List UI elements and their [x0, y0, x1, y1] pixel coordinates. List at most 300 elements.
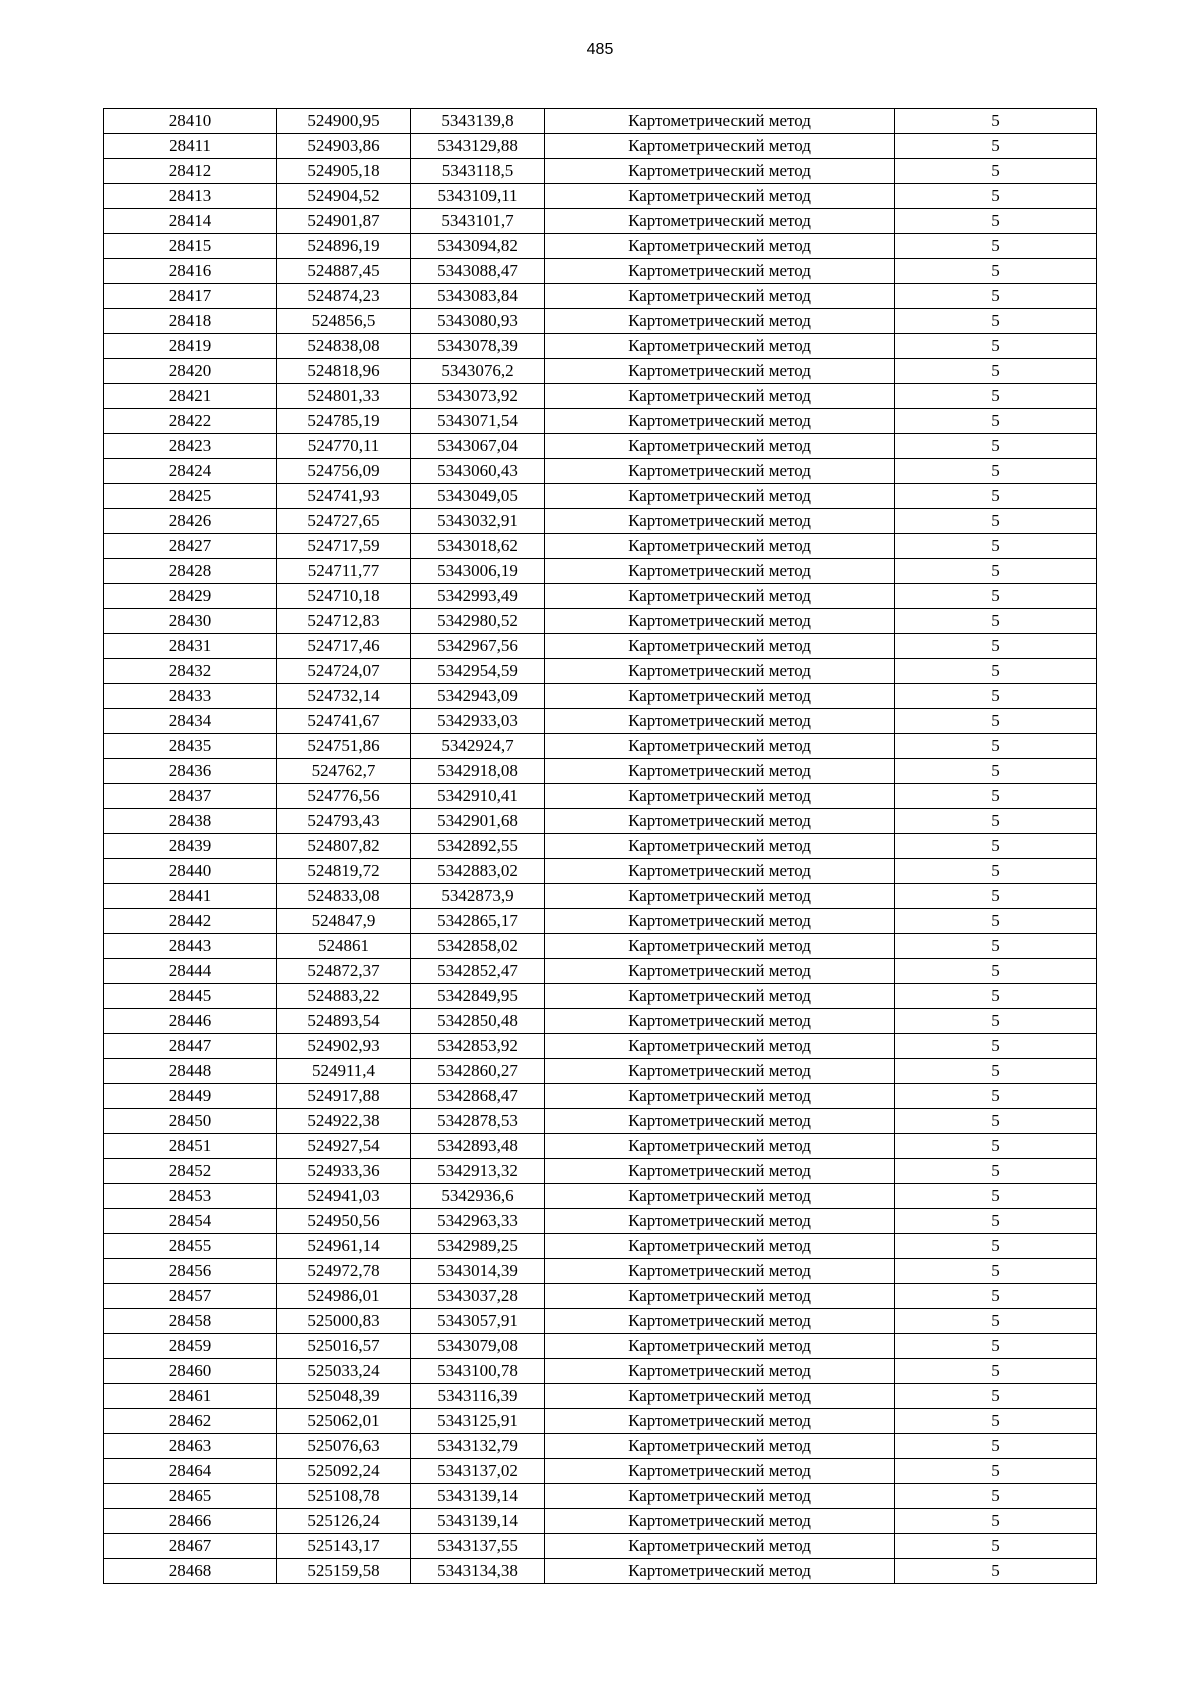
- method-cell: Картометрический метод: [545, 109, 895, 134]
- x-coordinate-cell: 524770,11: [277, 434, 411, 459]
- x-coordinate-cell: 524917,88: [277, 1084, 411, 1109]
- method-cell: Картометрический метод: [545, 259, 895, 284]
- y-coordinate-cell: 5343134,38: [411, 1559, 545, 1584]
- point-number-cell: 28457: [104, 1284, 277, 1309]
- table-row: [104, 359, 1097, 384]
- table-row: [104, 1559, 1097, 1584]
- accuracy-cell: 5: [895, 384, 1097, 409]
- x-coordinate-cell: 525000,83: [277, 1309, 411, 1334]
- y-coordinate-cell: 5343018,62: [411, 534, 545, 559]
- x-coordinate-cell: 524727,65: [277, 509, 411, 534]
- accuracy-cell: 5: [895, 659, 1097, 684]
- method-cell: Картометрический метод: [545, 1109, 895, 1134]
- point-number-cell: 28444: [104, 959, 277, 984]
- point-number-cell: 28432: [104, 659, 277, 684]
- x-coordinate-cell: 524902,93: [277, 1034, 411, 1059]
- point-number-cell: 28439: [104, 834, 277, 859]
- x-coordinate-cell: 524874,23: [277, 284, 411, 309]
- accuracy-cell: 5: [895, 809, 1097, 834]
- table-row: [104, 634, 1097, 659]
- x-coordinate-cell: 524933,36: [277, 1159, 411, 1184]
- accuracy-cell: 5: [895, 1309, 1097, 1334]
- accuracy-cell: 5: [895, 834, 1097, 859]
- method-cell: Картометрический метод: [545, 1459, 895, 1484]
- method-cell: Картометрический метод: [545, 1534, 895, 1559]
- method-cell: Картометрический метод: [545, 1059, 895, 1084]
- y-coordinate-cell: 5343060,43: [411, 459, 545, 484]
- x-coordinate-cell: 525092,24: [277, 1459, 411, 1484]
- point-number-cell: 28466: [104, 1509, 277, 1534]
- y-coordinate-cell: 5342933,03: [411, 709, 545, 734]
- point-number-cell: 28443: [104, 934, 277, 959]
- y-coordinate-cell: 5342883,02: [411, 859, 545, 884]
- point-number-cell: 28414: [104, 209, 277, 234]
- point-number-cell: 28442: [104, 909, 277, 934]
- y-coordinate-cell: 5342913,32: [411, 1159, 545, 1184]
- method-cell: Картометрический метод: [545, 1359, 895, 1384]
- accuracy-cell: 5: [895, 534, 1097, 559]
- table-row: [104, 884, 1097, 909]
- point-number-cell: 28448: [104, 1059, 277, 1084]
- accuracy-cell: 5: [895, 884, 1097, 909]
- accuracy-cell: 5: [895, 1084, 1097, 1109]
- y-coordinate-cell: 5342849,95: [411, 984, 545, 1009]
- table-row: [104, 1009, 1097, 1034]
- accuracy-cell: 5: [895, 484, 1097, 509]
- method-cell: Картометрический метод: [545, 1334, 895, 1359]
- x-coordinate-cell: 525143,17: [277, 1534, 411, 1559]
- method-cell: Картометрический метод: [545, 334, 895, 359]
- y-coordinate-cell: 5343118,5: [411, 159, 545, 184]
- accuracy-cell: 5: [895, 959, 1097, 984]
- table-row: [104, 534, 1097, 559]
- accuracy-cell: 5: [895, 234, 1097, 259]
- y-coordinate-cell: 5343078,39: [411, 334, 545, 359]
- accuracy-cell: 5: [895, 434, 1097, 459]
- point-number-cell: 28464: [104, 1459, 277, 1484]
- method-cell: Картометрический метод: [545, 509, 895, 534]
- y-coordinate-cell: 5342868,47: [411, 1084, 545, 1109]
- point-number-cell: 28422: [104, 409, 277, 434]
- table-row: [104, 1109, 1097, 1134]
- method-cell: Картометрический метод: [545, 234, 895, 259]
- table-row: [104, 234, 1097, 259]
- accuracy-cell: 5: [895, 1259, 1097, 1284]
- table-row: [104, 384, 1097, 409]
- x-coordinate-cell: 524905,18: [277, 159, 411, 184]
- x-coordinate-cell: 525062,01: [277, 1409, 411, 1434]
- x-coordinate-cell: 524856,5: [277, 309, 411, 334]
- x-coordinate-cell: 525126,24: [277, 1509, 411, 1534]
- accuracy-cell: 5: [895, 109, 1097, 134]
- point-number-cell: 28415: [104, 234, 277, 259]
- point-number-cell: 28450: [104, 1109, 277, 1134]
- y-coordinate-cell: 5343088,47: [411, 259, 545, 284]
- method-cell: Картометрический метод: [545, 559, 895, 584]
- method-cell: Картометрический метод: [545, 609, 895, 634]
- y-coordinate-cell: 5343139,8: [411, 109, 545, 134]
- point-number-cell: 28458: [104, 1309, 277, 1334]
- method-cell: Картометрический метод: [545, 484, 895, 509]
- accuracy-cell: 5: [895, 984, 1097, 1009]
- accuracy-cell: 5: [895, 1384, 1097, 1409]
- accuracy-cell: 5: [895, 1159, 1097, 1184]
- point-number-cell: 28449: [104, 1084, 277, 1109]
- table-row: [104, 1159, 1097, 1184]
- table-row: [104, 859, 1097, 884]
- accuracy-cell: 5: [895, 334, 1097, 359]
- y-coordinate-cell: 5342858,02: [411, 934, 545, 959]
- x-coordinate-cell: 524801,33: [277, 384, 411, 409]
- y-coordinate-cell: 5343032,91: [411, 509, 545, 534]
- y-coordinate-cell: 5342924,7: [411, 734, 545, 759]
- accuracy-cell: 5: [895, 1059, 1097, 1084]
- table-row: [104, 959, 1097, 984]
- x-coordinate-cell: 524793,43: [277, 809, 411, 834]
- method-cell: Картометрический метод: [545, 1309, 895, 1334]
- method-cell: Картометрический метод: [545, 659, 895, 684]
- method-cell: Картометрический метод: [545, 834, 895, 859]
- method-cell: Картометрический метод: [545, 184, 895, 209]
- table-row: [104, 334, 1097, 359]
- point-number-cell: 28424: [104, 459, 277, 484]
- method-cell: Картометрический метод: [545, 909, 895, 934]
- table-row: [104, 1234, 1097, 1259]
- y-coordinate-cell: 5342873,9: [411, 884, 545, 909]
- point-number-cell: 28447: [104, 1034, 277, 1059]
- table-row: [104, 1134, 1097, 1159]
- x-coordinate-cell: 524941,03: [277, 1184, 411, 1209]
- table-row: [104, 1184, 1097, 1209]
- accuracy-cell: 5: [895, 709, 1097, 734]
- point-number-cell: 28428: [104, 559, 277, 584]
- table-row: [104, 584, 1097, 609]
- table-row: [104, 1359, 1097, 1384]
- accuracy-cell: 5: [895, 1009, 1097, 1034]
- accuracy-cell: 5: [895, 734, 1097, 759]
- y-coordinate-cell: 5342918,08: [411, 759, 545, 784]
- table-row: [104, 284, 1097, 309]
- y-coordinate-cell: 5342852,47: [411, 959, 545, 984]
- method-cell: Картометрический метод: [545, 784, 895, 809]
- table-row: [104, 509, 1097, 534]
- method-cell: Картометрический метод: [545, 1284, 895, 1309]
- x-coordinate-cell: 525033,24: [277, 1359, 411, 1384]
- method-cell: Картометрический метод: [545, 384, 895, 409]
- x-coordinate-cell: 524861: [277, 934, 411, 959]
- x-coordinate-cell: 524717,59: [277, 534, 411, 559]
- x-coordinate-cell: 524872,37: [277, 959, 411, 984]
- method-cell: Картометрический метод: [545, 809, 895, 834]
- table-row: [104, 484, 1097, 509]
- method-cell: Картометрический метод: [545, 859, 895, 884]
- method-cell: Картометрический метод: [545, 634, 895, 659]
- method-cell: Картометрический метод: [545, 534, 895, 559]
- table-row: [104, 459, 1097, 484]
- table-row: [104, 759, 1097, 784]
- accuracy-cell: 5: [895, 859, 1097, 884]
- method-cell: Картометрический метод: [545, 584, 895, 609]
- x-coordinate-cell: 524717,46: [277, 634, 411, 659]
- point-number-cell: 28419: [104, 334, 277, 359]
- table-row: [104, 1284, 1097, 1309]
- method-cell: Картометрический метод: [545, 1034, 895, 1059]
- x-coordinate-cell: 524741,93: [277, 484, 411, 509]
- accuracy-cell: 5: [895, 309, 1097, 334]
- x-coordinate-cell: 524904,52: [277, 184, 411, 209]
- accuracy-cell: 5: [895, 1509, 1097, 1534]
- accuracy-cell: 5: [895, 1334, 1097, 1359]
- x-coordinate-cell: 524896,19: [277, 234, 411, 259]
- table-row: [104, 609, 1097, 634]
- table-row: [104, 1384, 1097, 1409]
- point-number-cell: 28455: [104, 1234, 277, 1259]
- method-cell: Картометрический метод: [545, 734, 895, 759]
- y-coordinate-cell: 5343137,55: [411, 1534, 545, 1559]
- method-cell: Картометрический метод: [545, 1409, 895, 1434]
- accuracy-cell: 5: [895, 1559, 1097, 1584]
- coordinates-table: [103, 108, 1097, 1584]
- x-coordinate-cell: 525108,78: [277, 1484, 411, 1509]
- y-coordinate-cell: 5343079,08: [411, 1334, 545, 1359]
- x-coordinate-cell: 524986,01: [277, 1284, 411, 1309]
- point-number-cell: 28437: [104, 784, 277, 809]
- method-cell: Картометрический метод: [545, 934, 895, 959]
- table-row: [104, 1309, 1097, 1334]
- y-coordinate-cell: 5343116,39: [411, 1384, 545, 1409]
- table-row: [104, 259, 1097, 284]
- method-cell: Картометрический метод: [545, 359, 895, 384]
- point-number-cell: 28451: [104, 1134, 277, 1159]
- table-row: [104, 1434, 1097, 1459]
- y-coordinate-cell: 5343083,84: [411, 284, 545, 309]
- point-number-cell: 28416: [104, 259, 277, 284]
- table-row: [104, 809, 1097, 834]
- table-row: [104, 984, 1097, 1009]
- accuracy-cell: 5: [895, 634, 1097, 659]
- accuracy-cell: 5: [895, 1434, 1097, 1459]
- coordinates-table-body: [104, 109, 1097, 1584]
- table-row: [104, 684, 1097, 709]
- x-coordinate-cell: 524741,67: [277, 709, 411, 734]
- accuracy-cell: 5: [895, 1534, 1097, 1559]
- y-coordinate-cell: 5342860,27: [411, 1059, 545, 1084]
- x-coordinate-cell: 524883,22: [277, 984, 411, 1009]
- point-number-cell: 28421: [104, 384, 277, 409]
- point-number-cell: 28410: [104, 109, 277, 134]
- method-cell: Картометрический метод: [545, 1259, 895, 1284]
- point-number-cell: 28431: [104, 634, 277, 659]
- method-cell: Картометрический метод: [545, 1159, 895, 1184]
- method-cell: Картометрический метод: [545, 1084, 895, 1109]
- accuracy-cell: 5: [895, 359, 1097, 384]
- accuracy-cell: 5: [895, 159, 1097, 184]
- accuracy-cell: 5: [895, 1359, 1097, 1384]
- accuracy-cell: 5: [895, 1409, 1097, 1434]
- point-number-cell: 28426: [104, 509, 277, 534]
- y-coordinate-cell: 5343014,39: [411, 1259, 545, 1284]
- accuracy-cell: 5: [895, 134, 1097, 159]
- point-number-cell: 28454: [104, 1209, 277, 1234]
- point-number-cell: 28452: [104, 1159, 277, 1184]
- method-cell: Картометрический метод: [545, 1234, 895, 1259]
- y-coordinate-cell: 5342910,41: [411, 784, 545, 809]
- table-row: [104, 1034, 1097, 1059]
- y-coordinate-cell: 5342853,92: [411, 1034, 545, 1059]
- y-coordinate-cell: 5343094,82: [411, 234, 545, 259]
- accuracy-cell: 5: [895, 684, 1097, 709]
- x-coordinate-cell: 524838,08: [277, 334, 411, 359]
- x-coordinate-cell: 524724,07: [277, 659, 411, 684]
- accuracy-cell: 5: [895, 509, 1097, 534]
- table-row: [104, 309, 1097, 334]
- method-cell: Картометрический метод: [545, 159, 895, 184]
- accuracy-cell: 5: [895, 284, 1097, 309]
- point-number-cell: 28429: [104, 584, 277, 609]
- method-cell: Картометрический метод: [545, 984, 895, 1009]
- accuracy-cell: 5: [895, 784, 1097, 809]
- y-coordinate-cell: 5343049,05: [411, 484, 545, 509]
- x-coordinate-cell: 524901,87: [277, 209, 411, 234]
- method-cell: Картометрический метод: [545, 709, 895, 734]
- point-number-cell: 28423: [104, 434, 277, 459]
- table-row: [104, 1084, 1097, 1109]
- x-coordinate-cell: 524847,9: [277, 909, 411, 934]
- y-coordinate-cell: 5342901,68: [411, 809, 545, 834]
- method-cell: Картометрический метод: [545, 684, 895, 709]
- table-row: [104, 184, 1097, 209]
- x-coordinate-cell: 524911,4: [277, 1059, 411, 1084]
- accuracy-cell: 5: [895, 1459, 1097, 1484]
- accuracy-cell: 5: [895, 1209, 1097, 1234]
- accuracy-cell: 5: [895, 759, 1097, 784]
- accuracy-cell: 5: [895, 1184, 1097, 1209]
- point-number-cell: 28412: [104, 159, 277, 184]
- y-coordinate-cell: 5342989,25: [411, 1234, 545, 1259]
- y-coordinate-cell: 5342980,52: [411, 609, 545, 634]
- y-coordinate-cell: 5342943,09: [411, 684, 545, 709]
- accuracy-cell: 5: [895, 184, 1097, 209]
- y-coordinate-cell: 5342993,49: [411, 584, 545, 609]
- point-number-cell: 28425: [104, 484, 277, 509]
- method-cell: Картометрический метод: [545, 1009, 895, 1034]
- method-cell: Картометрический метод: [545, 1509, 895, 1534]
- accuracy-cell: 5: [895, 934, 1097, 959]
- table-row: [104, 1334, 1097, 1359]
- point-number-cell: 28427: [104, 534, 277, 559]
- accuracy-cell: 5: [895, 1284, 1097, 1309]
- x-coordinate-cell: 524712,83: [277, 609, 411, 634]
- method-cell: Картометрический метод: [545, 409, 895, 434]
- x-coordinate-cell: 524961,14: [277, 1234, 411, 1259]
- method-cell: Картометрический метод: [545, 1484, 895, 1509]
- table-row: [104, 1059, 1097, 1084]
- point-number-cell: 28435: [104, 734, 277, 759]
- x-coordinate-cell: 524833,08: [277, 884, 411, 909]
- y-coordinate-cell: 5343006,19: [411, 559, 545, 584]
- table-row: [104, 209, 1097, 234]
- point-number-cell: 28438: [104, 809, 277, 834]
- point-number-cell: 28417: [104, 284, 277, 309]
- y-coordinate-cell: 5343100,78: [411, 1359, 545, 1384]
- y-coordinate-cell: 5343101,7: [411, 209, 545, 234]
- point-number-cell: 28420: [104, 359, 277, 384]
- point-number-cell: 28430: [104, 609, 277, 634]
- point-number-cell: 28418: [104, 309, 277, 334]
- accuracy-cell: 5: [895, 909, 1097, 934]
- point-number-cell: 28463: [104, 1434, 277, 1459]
- x-coordinate-cell: 524903,86: [277, 134, 411, 159]
- method-cell: Картометрический метод: [545, 209, 895, 234]
- y-coordinate-cell: 5343132,79: [411, 1434, 545, 1459]
- method-cell: Картометрический метод: [545, 134, 895, 159]
- accuracy-cell: 5: [895, 209, 1097, 234]
- y-coordinate-cell: 5342865,17: [411, 909, 545, 934]
- y-coordinate-cell: 5343139,14: [411, 1509, 545, 1534]
- y-coordinate-cell: 5342963,33: [411, 1209, 545, 1234]
- x-coordinate-cell: 524762,7: [277, 759, 411, 784]
- method-cell: Картометрический метод: [545, 459, 895, 484]
- table-row: [104, 1209, 1097, 1234]
- x-coordinate-cell: 524972,78: [277, 1259, 411, 1284]
- x-coordinate-cell: 525016,57: [277, 1334, 411, 1359]
- x-coordinate-cell: 524893,54: [277, 1009, 411, 1034]
- y-coordinate-cell: 5343037,28: [411, 1284, 545, 1309]
- x-coordinate-cell: 524710,18: [277, 584, 411, 609]
- method-cell: Картометрический метод: [545, 284, 895, 309]
- table-row: [104, 1459, 1097, 1484]
- accuracy-cell: 5: [895, 584, 1097, 609]
- y-coordinate-cell: 5342936,6: [411, 1184, 545, 1209]
- y-coordinate-cell: 5343057,91: [411, 1309, 545, 1334]
- x-coordinate-cell: 524922,38: [277, 1109, 411, 1134]
- point-number-cell: 28456: [104, 1259, 277, 1284]
- table-row: [104, 1259, 1097, 1284]
- point-number-cell: 28467: [104, 1534, 277, 1559]
- point-number-cell: 28459: [104, 1334, 277, 1359]
- table-row: [104, 559, 1097, 584]
- y-coordinate-cell: 5342967,56: [411, 634, 545, 659]
- x-coordinate-cell: 524732,14: [277, 684, 411, 709]
- y-coordinate-cell: 5342850,48: [411, 1009, 545, 1034]
- x-coordinate-cell: 524818,96: [277, 359, 411, 384]
- y-coordinate-cell: 5342892,55: [411, 834, 545, 859]
- table-row: [104, 659, 1097, 684]
- point-number-cell: 28446: [104, 1009, 277, 1034]
- x-coordinate-cell: 525159,58: [277, 1559, 411, 1584]
- table-row: [104, 434, 1097, 459]
- y-coordinate-cell: 5343073,92: [411, 384, 545, 409]
- method-cell: Картометрический метод: [545, 309, 895, 334]
- x-coordinate-cell: 524785,19: [277, 409, 411, 434]
- accuracy-cell: 5: [895, 609, 1097, 634]
- point-number-cell: 28436: [104, 759, 277, 784]
- point-number-cell: 28445: [104, 984, 277, 1009]
- point-number-cell: 28460: [104, 1359, 277, 1384]
- point-number-cell: 28453: [104, 1184, 277, 1209]
- table-row: [104, 784, 1097, 809]
- method-cell: Картометрический метод: [545, 1209, 895, 1234]
- method-cell: Картометрический метод: [545, 1559, 895, 1584]
- method-cell: Картометрический метод: [545, 1134, 895, 1159]
- x-coordinate-cell: 524819,72: [277, 859, 411, 884]
- y-coordinate-cell: 5343067,04: [411, 434, 545, 459]
- x-coordinate-cell: 524887,45: [277, 259, 411, 284]
- table-row: [104, 734, 1097, 759]
- y-coordinate-cell: 5342954,59: [411, 659, 545, 684]
- table-row: [104, 834, 1097, 859]
- point-number-cell: 28440: [104, 859, 277, 884]
